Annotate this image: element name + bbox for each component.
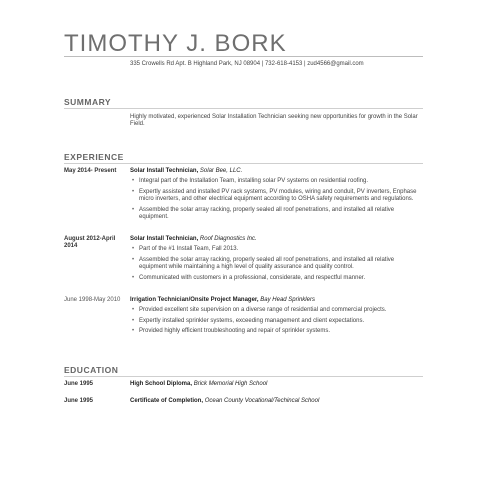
job-bullets (130, 246, 422, 282)
job-bullet: • Provided highly efficient troubleshooting and repair of sprinkler systems. (130, 328, 422, 335)
job-bullet: • Part of the #1 Install Team, Fall 2013. (130, 246, 422, 253)
job-title (130, 236, 422, 243)
education-divider (64, 376, 423, 377)
summary-heading: SUMMARY (64, 97, 112, 107)
job-title (130, 297, 422, 304)
job-bullet: • Communicated with customers in a professional, considerate, and respectful manner. (130, 275, 422, 282)
summary-text: Highly motivated, experienced Solar Installation Technician seeking new opportunities for growth in the Solar Field. (130, 114, 418, 128)
job-date: August 2012-April 2014 (64, 236, 116, 250)
job-company: Solar Bee, LLC. (199, 168, 243, 174)
job-bullet: • Expertly assisted and installed PV rack systems, PV modules, wiring and conduit, PV inverters, Enphase micro inverters, and other electrical equipment according to OSHA safety requirements and regulations. (130, 189, 422, 204)
job-role: Solar Install Technician, (130, 168, 199, 174)
summary-divider (64, 108, 423, 109)
header-divider (64, 56, 423, 57)
contact-line: 335 Crowells Rd Apt. B Highland Park, NJ 08904 | 732-618-4153 | zud4566@gmail.com (130, 61, 364, 67)
job-bullets (130, 178, 422, 221)
job-bullet: • Assembled the solar array racking, properly sealed all roof penetrations, and installed all relative equipment while maintaining a high level of quality assurance and quality control. (130, 257, 422, 272)
education-date: June 1995 (64, 381, 94, 387)
education-heading: EDUCATION (64, 365, 119, 375)
job-date: June 1998-May 2010 (64, 297, 121, 303)
education-date: June 1995 (64, 398, 94, 404)
experience-divider (64, 163, 423, 164)
education-degree: High School Diploma, (130, 381, 193, 387)
job-company: Roof Diagnostics Inc. (199, 236, 257, 242)
education-detail (130, 381, 267, 388)
job-bullet: • Integral part of the Installation Team, installing solar PV systems on residential roofing. (130, 178, 422, 185)
job-bullets (130, 307, 422, 335)
job-role: Irrigation Technician/Onsite Project Manager, (130, 297, 259, 303)
job-company: Bay Head Sprinklers (260, 297, 315, 303)
education-detail (130, 398, 319, 405)
education-school: Ocean County Vocational/Techincal School (204, 398, 320, 404)
job-date: May 2014- Present (64, 168, 117, 174)
job-bullet: • Expertly installed sprinkler systems, exceeding management and client expectations. (130, 318, 422, 325)
job-title (130, 168, 422, 175)
job-bullet: • Provided excellent site supervision on a diverse range of residential and commercial projects. (130, 307, 422, 314)
education-degree: Certificate of Completion, (130, 398, 204, 404)
education-school: Brick Memorial High School (193, 381, 268, 387)
job-role: Solar Install Technician, (130, 236, 199, 242)
job-bullet: • Assembled the solar array racking, properly sealed all roof penetrations, and installed all relative equipment. (130, 207, 422, 222)
candidate-name: TIMOTHY J. BORK (64, 30, 287, 57)
experience-heading: EXPERIENCE (64, 152, 124, 162)
